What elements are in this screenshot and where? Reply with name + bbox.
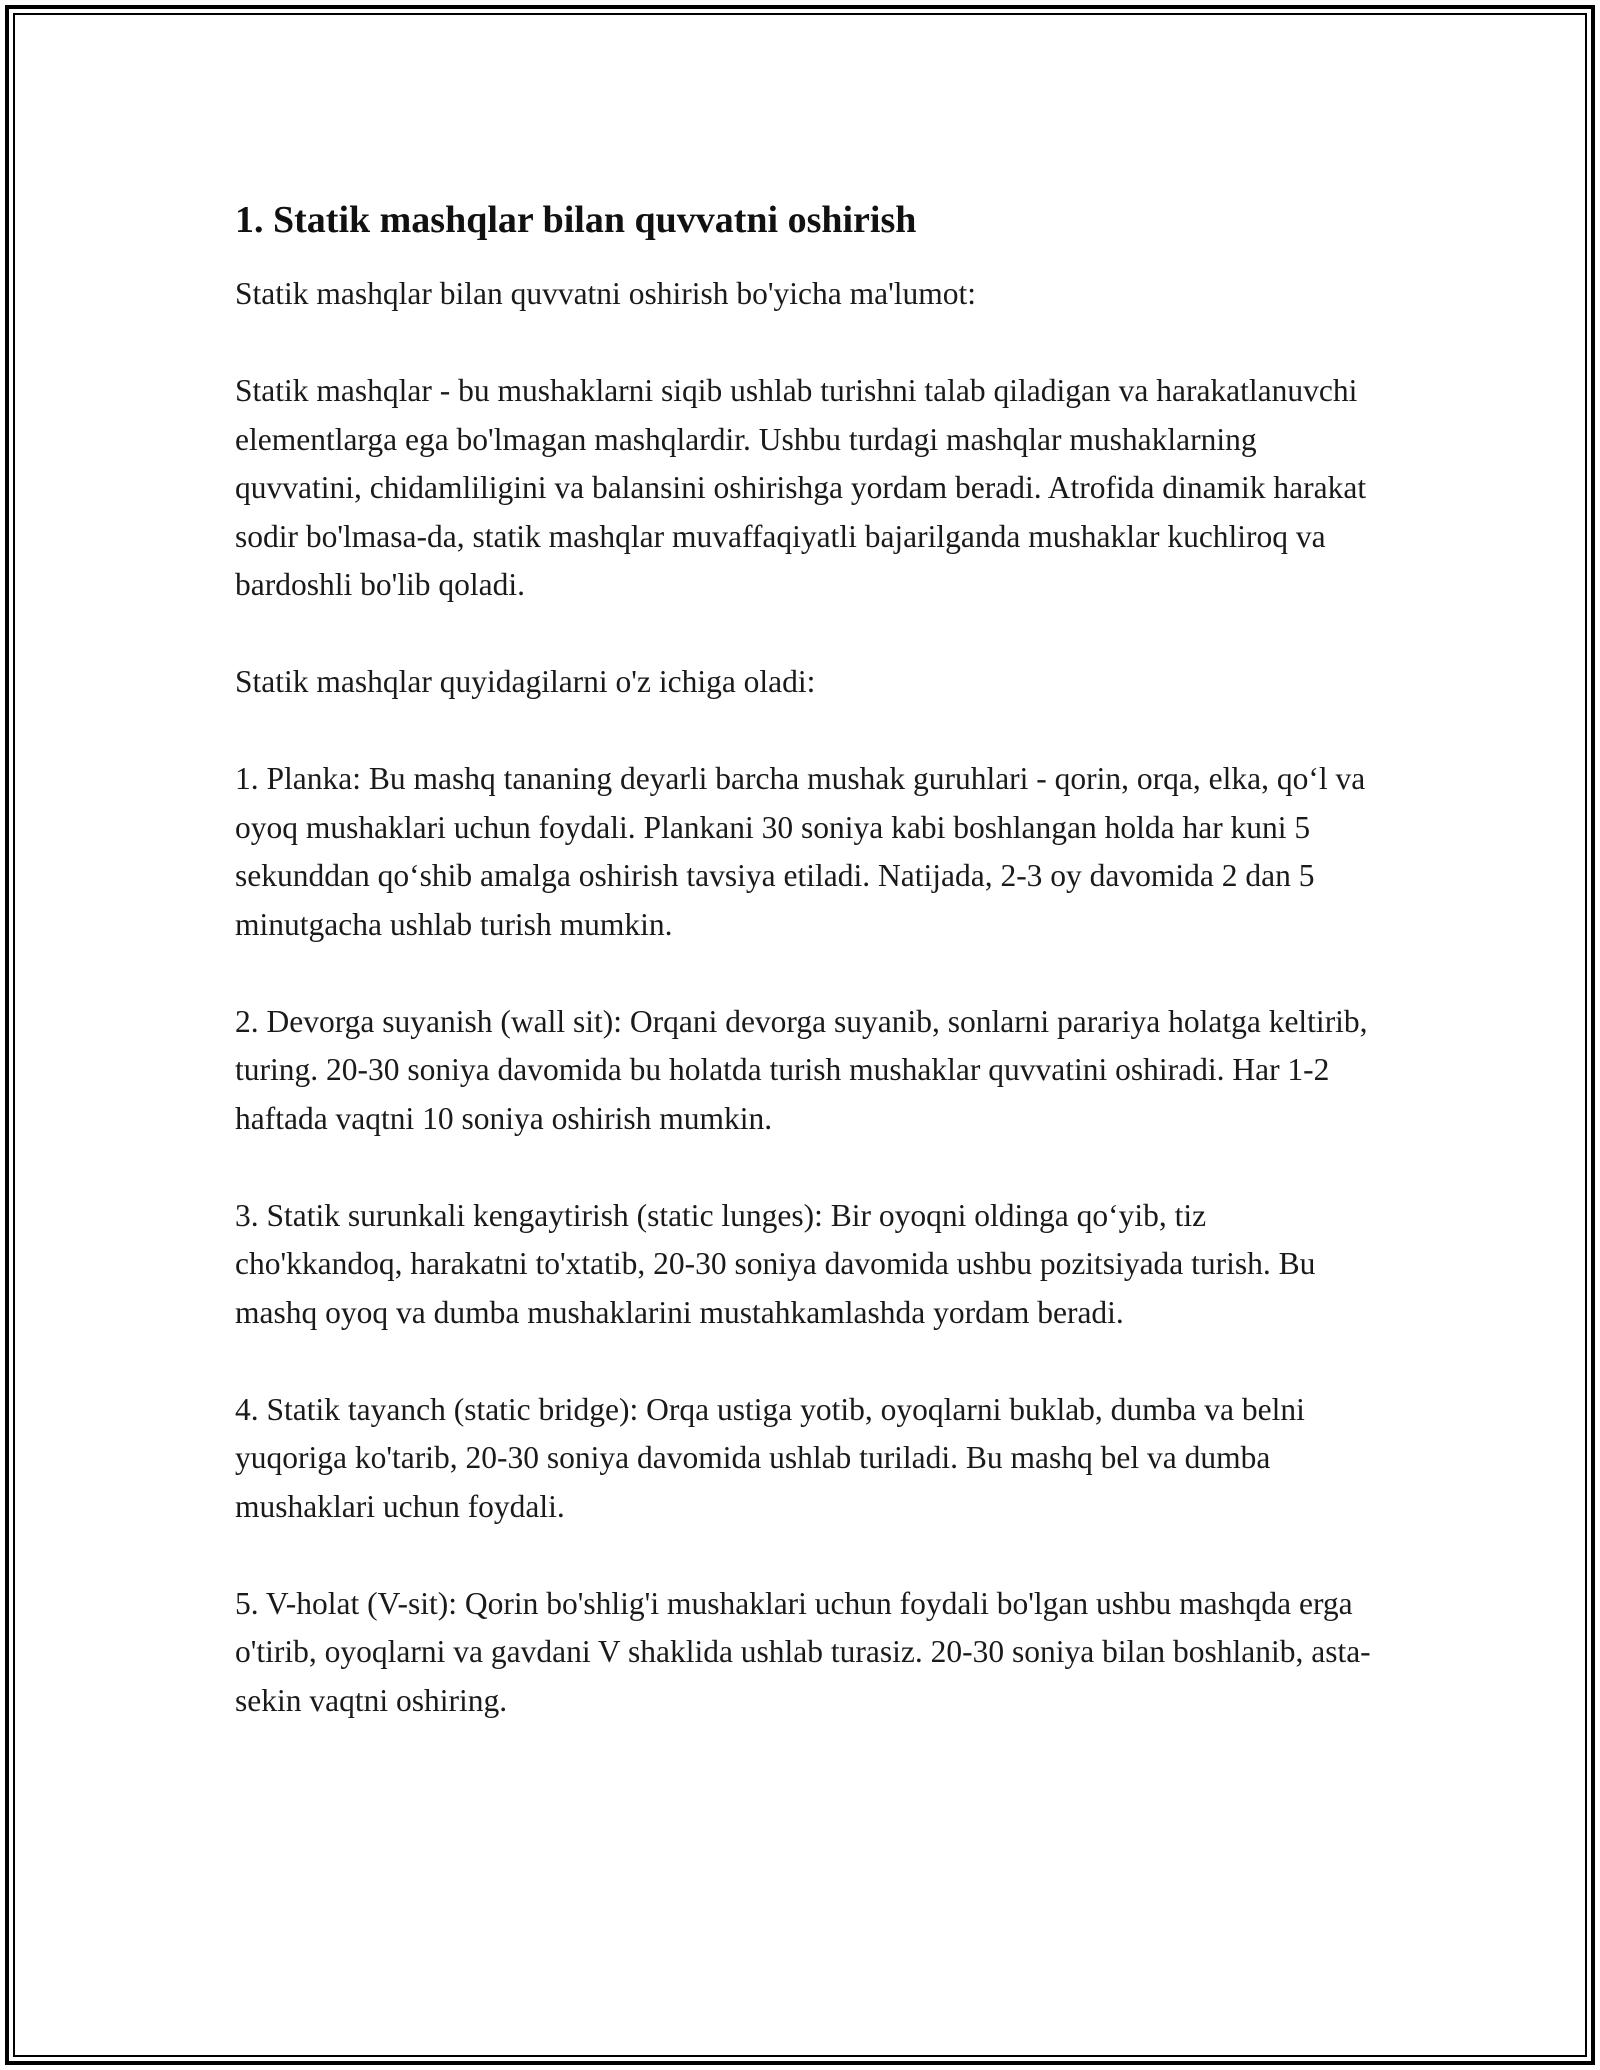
document-body: [235, 180, 1375, 1774]
list-intro-paragraph: Statik mashqlar quyidagilarni o'z ichiga oladi:: [235, 664, 816, 699]
exercise-item-static-lunges: 3. Statik surunkali kengaytirish (static lunges): Bir oyoqni oldinga qo‘yib, tiz cho'kkandoq, harakatni to'xtatib, 20-30 soniya davomida ushbu pozitsiyada turish. Bu mashq oyoq va dumba mushaklarini mustahkamlashda yordam beradi.: [235, 1197, 1316, 1330]
exercise-item-static-bridge: 4. Statik tayanch (static bridge): Orqa ustiga yotib, oyoqlarni buklab, dumba va belni yuqoriga ko'tarib, 20-30 soniya davomida ushlab turiladi. Bu mashq bel va dumba mushaklari uchun foydali.: [235, 1391, 1305, 1524]
intro-paragraph: Statik mashqlar bilan quvvatni oshirish bo'yicha ma'lumot:: [235, 276, 977, 311]
exercise-item-wall-sit: 2. Devorga suyanish (wall sit): Orqani devorga suyanib, sonlarni parariya holatga keltirib, turing. 20-30 soniya davomida bu holatda turish mushaklar quvvatini oshiradi. Har 1-2 haftada vaqtni 10 soniya oshirish mumkin.: [235, 1003, 1368, 1136]
document-title: 1. Statik mashqlar bilan quvvatni oshirish: [235, 199, 917, 241]
exercise-item-planka: 1. Planka: Bu mashq tananing deyarli barcha mushak guruhlari - qorin, orqa, elka, qo‘l va oyoq mushaklari uchun foydali. Plankani 30 soniya kabi boshlangan holda har kuni 5 sekunddan qo‘shib amalga oshirish tavsiya etiladi. Natijada, 2-3 oy davomida 2 dan 5 minutgacha ushlab turish mumkin.: [235, 761, 1366, 942]
exercise-item-v-sit: 5. V-holat (V-sit): Qorin bo'shlig'i mushaklari uchun foydali bo'lgan ushbu mashqda erga o'tirib, oyoqlarni va gavdani V shaklida ushlab turasiz. 20-30 soniya bilan boshlanib, asta-sekin vaqtni oshiring.: [235, 1585, 1371, 1718]
description-paragraph: Statik mashqlar - bu mushaklarni siqib ushlab turishni talab qiladigan va harakatlanuvchi elementlarga ega bo'lmagan mashqlardir. Ushbu turdagi mashqlar mushaklarning quvvatini, chidamliligini va balansini oshirishga yordam beradi. Atrofida dinamik harakat sodir bo'lmasa-da, statik mashqlar muvaffaqiyatli bajarilganda mushaklar kuchliroq va bardoshli bo'lib qoladi.: [235, 373, 1367, 602]
